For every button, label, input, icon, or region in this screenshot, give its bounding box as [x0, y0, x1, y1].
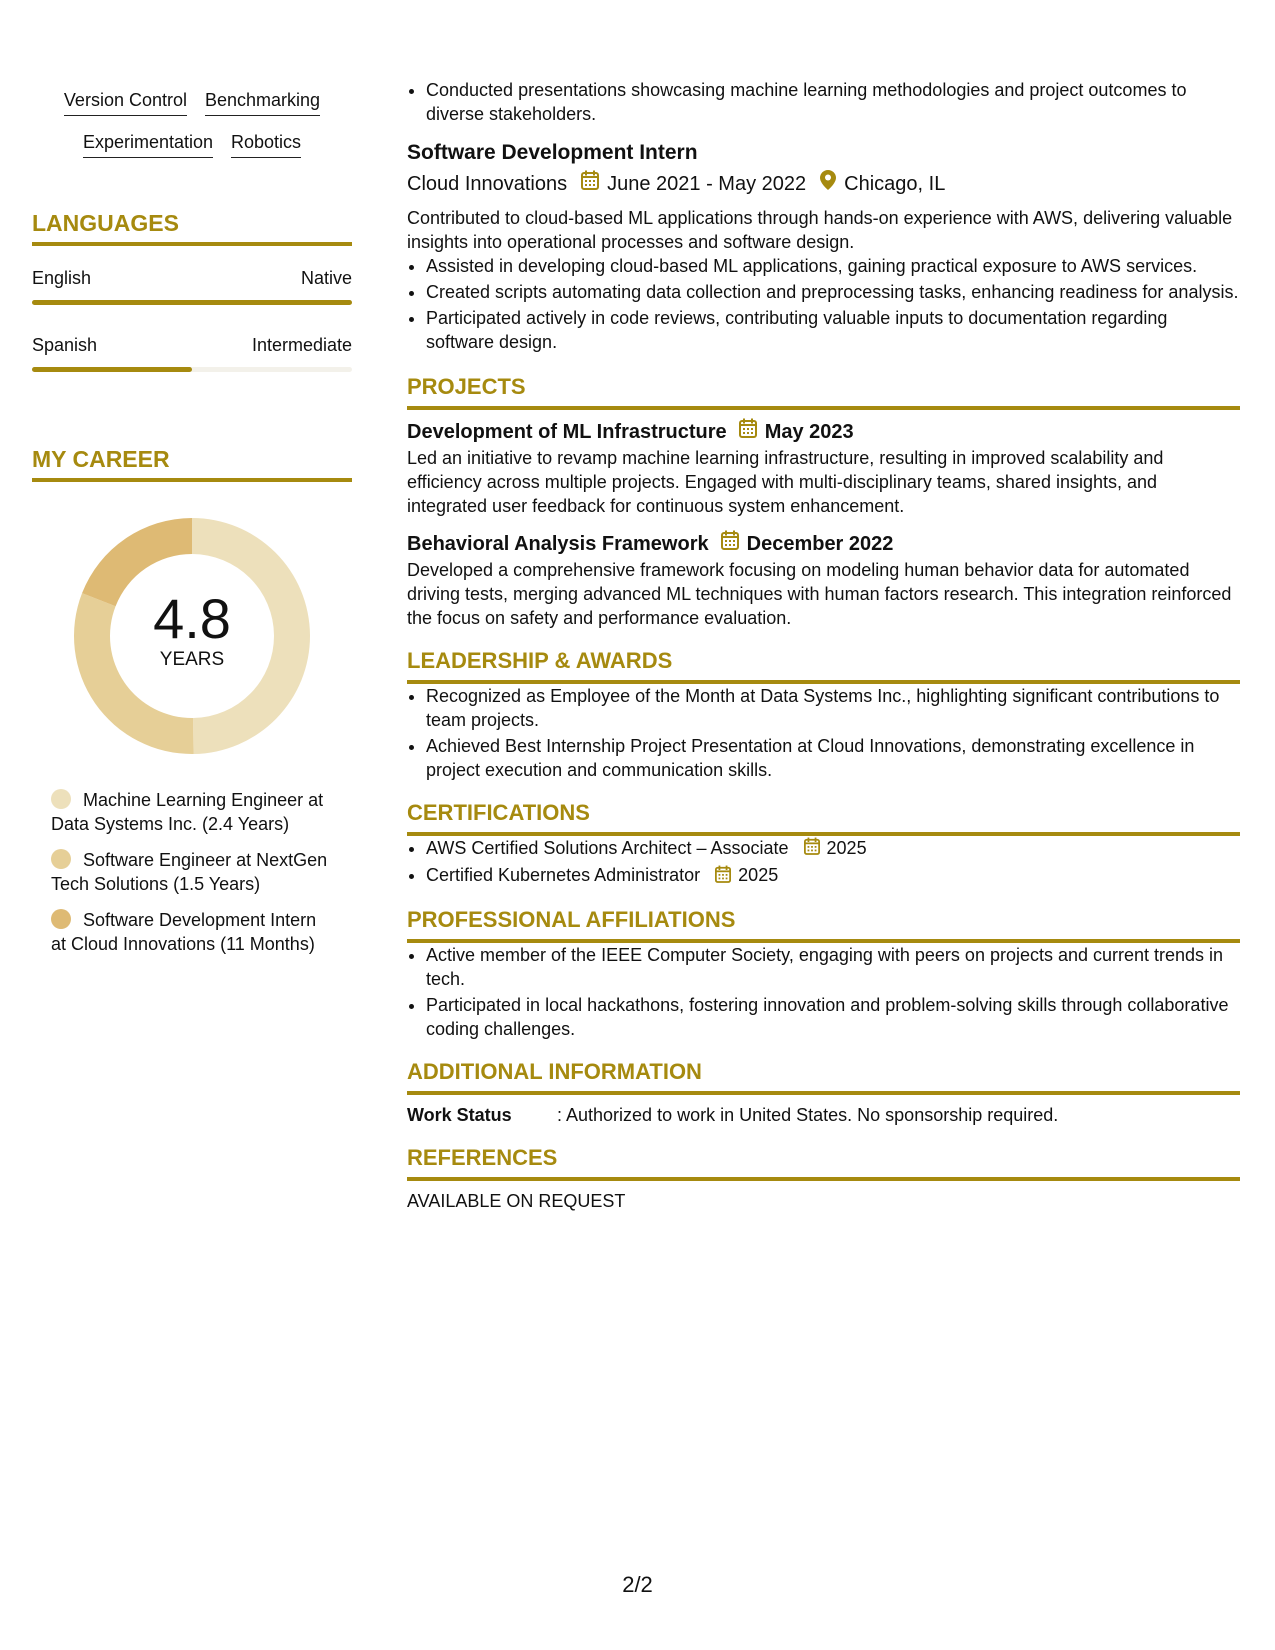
calendar-icon: [581, 170, 599, 198]
affiliations-section: [407, 905, 1240, 1041]
career-total-unit: YEARS: [159, 649, 225, 670]
language-proficiency-fill: [32, 300, 352, 305]
project-date: May 2023: [764, 421, 854, 443]
job-bullets: [407, 254, 1240, 354]
certifications-section: [407, 798, 1240, 889]
additional-info-section: [407, 1057, 1240, 1127]
certifications-heading: CERTIFICATIONS: [407, 798, 1240, 836]
previous-job-bullets: [407, 78, 1240, 126]
bullet-item: • Participated in local hackathons, fostering innovation and problem-solving skills through collaborative coding challenges.: [426, 993, 1240, 1041]
job-dates: June 2021 - May 2022: [607, 173, 807, 195]
project-name: Behavioral Analysis Framework: [407, 533, 709, 555]
references-text: AVAILABLE ON REQUEST: [407, 1190, 626, 1211]
career-legend-item: [51, 788, 331, 836]
certification-year: 2025: [826, 838, 867, 858]
certification-item: [426, 863, 1240, 888]
project-entry: [407, 530, 1240, 630]
additional-info-heading: ADDITIONAL INFORMATION: [407, 1057, 1240, 1095]
donut-center: [72, 516, 312, 756]
project-entry: [407, 418, 1240, 518]
career-legend: [32, 788, 331, 956]
legend-swatch: [51, 849, 71, 869]
language-proficiency-bar: [32, 300, 352, 305]
career-item-text: Software Engineer at NextGen Tech Solutions (1.5 Years): [51, 850, 328, 894]
page-number: 2/2: [622, 1572, 653, 1597]
left-column: [32, 80, 352, 968]
language-level: Native: [300, 268, 352, 288]
career-donut-chart: [72, 516, 312, 756]
career-legend-item: [51, 908, 331, 956]
language-item: [32, 333, 352, 372]
work-status-label: Work Status: [407, 1104, 512, 1125]
project-description: Developed a comprehensive framework focusing on modeling human behavior data for automated driving tests, merging advanced ML techniques with human factors research. This integration reinforced the focus on safety and performance evaluation.: [407, 560, 1232, 628]
bullet-item: • Assisted in developing cloud-based ML applications, gaining practical exposure to AWS services.: [426, 254, 1240, 278]
projects-section: [407, 372, 1240, 630]
certifications-list: [407, 836, 1240, 889]
calendar-icon: [715, 865, 731, 889]
bullet-item: • Participated actively in code reviews, contributing valuable inputs to documentation regarding software design.: [426, 306, 1240, 354]
map-pin-icon: [820, 170, 836, 198]
language-item: [32, 266, 352, 305]
certification-name: Certified Kubernetes Administrator: [426, 865, 701, 886]
career-item-text: Machine Learning Engineer at Data Systems Inc. (2.4 Years): [51, 790, 324, 834]
right-column: [407, 78, 1240, 1213]
references-heading: REFERENCES: [407, 1143, 1240, 1181]
legend-swatch: [51, 909, 71, 929]
language-proficiency-bar: [32, 367, 352, 372]
skill-tag: Benchmarking: [205, 88, 320, 116]
skills-list: [32, 80, 352, 158]
job-company: Cloud Innovations: [407, 173, 568, 195]
references-section: [407, 1143, 1240, 1213]
bullet-item: • Created scripts automating data collection and preprocessing tasks, enhancing readiness for analysis.: [426, 280, 1240, 304]
project-description: Led an initiative to revamp machine learning infrastructure, resulting in improved scalability and efficiency across multiple projects. Engaged with multi-disciplinary teams, shared insights, and integrated user feedback for continuous system enhancement.: [407, 448, 1164, 516]
languages-list: [32, 266, 352, 372]
leadership-bullets: [407, 684, 1240, 782]
job-meta: [407, 170, 1240, 198]
leadership-heading: LEADERSHIP & AWARDS: [407, 646, 1240, 684]
job-title: Software Development Intern: [407, 141, 698, 164]
career-item-text: Software Development Intern at Cloud Innovations (11 Months): [51, 910, 317, 954]
skill-tag: Version Control: [64, 88, 187, 116]
career-legend-item: [51, 848, 331, 896]
affiliations-heading: PROFESSIONAL AFFILIATIONS: [407, 905, 1240, 943]
bullet-item: • Active member of the IEEE Computer Society, engaging with peers on projects and current trends in tech.: [426, 943, 1240, 991]
bullet-item: • Recognized as Employee of the Month at Data Systems Inc., highlighting significant contributions to team projects.: [426, 684, 1240, 732]
career-heading: MY CAREER: [32, 444, 352, 482]
bullet-item: • Achieved Best Internship Project Presentation at Cloud Innovations, demonstrating excellence in project execution and communication skills.: [426, 734, 1240, 782]
work-status-row: [407, 1103, 1240, 1127]
calendar-icon: [721, 530, 739, 558]
bullet-item: • Conducted presentations showcasing machine learning methodologies and project outcomes to diverse stakeholders.: [426, 78, 1240, 126]
leadership-section: [407, 646, 1240, 782]
skill-tag: Robotics: [231, 130, 301, 158]
calendar-icon: [804, 837, 820, 861]
languages-heading: LANGUAGES: [32, 208, 352, 246]
language-proficiency-fill: [32, 367, 192, 372]
project-date: December 2022: [746, 533, 894, 555]
language-name: English: [32, 268, 92, 288]
skill-tag: Experimentation: [83, 130, 213, 158]
calendar-icon: [739, 418, 757, 446]
project-name: Development of ML Infrastructure: [407, 421, 727, 443]
career-total-years: 4.8: [153, 587, 231, 650]
projects-heading: PROJECTS: [407, 372, 1240, 410]
certification-item: [426, 836, 1240, 861]
language-level: Intermediate: [251, 335, 352, 355]
certification-name: AWS Certified Solutions Architect – Associate: [426, 838, 789, 858]
job-summary: Contributed to cloud-based ML applications through hands-on experience with AWS, delivering valuable insights into operational processes and software design.: [407, 208, 1233, 252]
job-location: Chicago, IL: [844, 173, 946, 195]
affiliations-bullets: [407, 943, 1240, 1041]
work-status-value: : Authorized to work in United States. No sponsorship required.: [557, 1104, 1059, 1125]
language-name: Spanish: [32, 335, 98, 355]
legend-swatch: [51, 789, 71, 809]
certification-year: 2025: [738, 865, 779, 886]
job-entry: [407, 138, 1240, 354]
